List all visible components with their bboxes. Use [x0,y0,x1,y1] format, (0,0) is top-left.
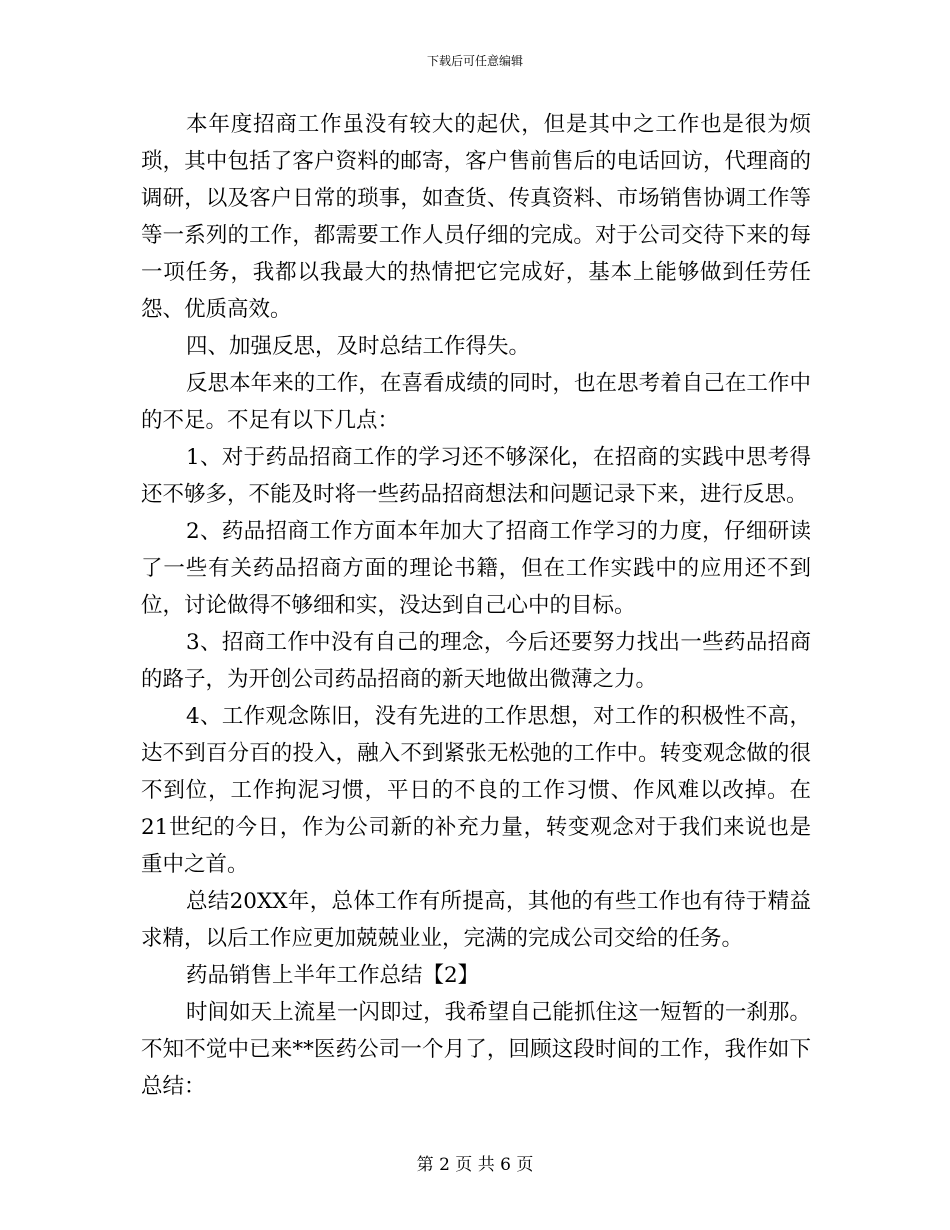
paragraph: 反思本年来的工作，在喜看成绩的同时，也在思考着自己在工作中的不足。不足有以下几点： [141,371,811,433]
paragraph: 时间如天上流星一闪即过，我希望自己能抓住这一短暂的一刹那。不知不觉中已来**医药公司一个月了，回顾这段时间的工作，我作如下总结： [141,1000,811,1099]
section-title: 药品销售上半年工作总结【2】 [186,963,480,988]
page-header: 下载后可任意编辑 [426,54,523,68]
page-number: 第 2 页 共 6 页 [416,1155,534,1175]
list-item: 2、药品招商工作方面本年加大了招商工作学习的力度，仔细研读了一些有关药品招商方面的理论书籍，但在工作实践中的应用还不到位，讨论做得不够细和实，没达到自己心中的目标。 [141,519,811,618]
section-heading: 四、加强反思，及时总结工作得失。 [186,334,531,359]
document-body [141,106,811,1105]
paragraph: 总结20XX年，总体工作有所提高，其他的有些工作也有待于精益求精，以后工作应更加兢兢业业，完满的完成公司交给的任务。 [141,889,811,951]
paragraph: 本年度招商工作虽没有较大的起伏，但是其中之工作也是很为烦琐，其中包括了客户资料的邮寄，客户售前售后的电话回访，代理商的调研，以及客户日常的琐事，如查货、传真资料、市场销售协调工作等等一系列的工作，都需要工作人员仔细的完成。对于公司交待下来的每一项任务，我都以我最大的热情把它完成好，基本上能够做到任劳任怨、优质高效。 [141,112,811,322]
list-item: 1、对于药品招商工作的学习还不够深化，在招商的实践中思考得还不够多，不能及时将一些药品招商想法和问题记录下来，进行反思。 [141,445,811,507]
list-item: 4、工作观念陈旧，没有先进的工作思想，对工作的积极性不高，达不到百分百的投入，融入不到紧张无松弛的工作中。转变观念做的很不到位，工作拘泥习惯，平日的不良的工作习惯、作风难以改掉。在21世纪的今日，作为公司新的补充力量，转变观念对于我们来说也是重中之首。 [141,704,811,877]
list-item: 3、招商工作中没有自己的理念，今后还要努力找出一些药品招商的路子，为开创公司药品招商的新天地做出微薄之力。 [141,630,811,692]
